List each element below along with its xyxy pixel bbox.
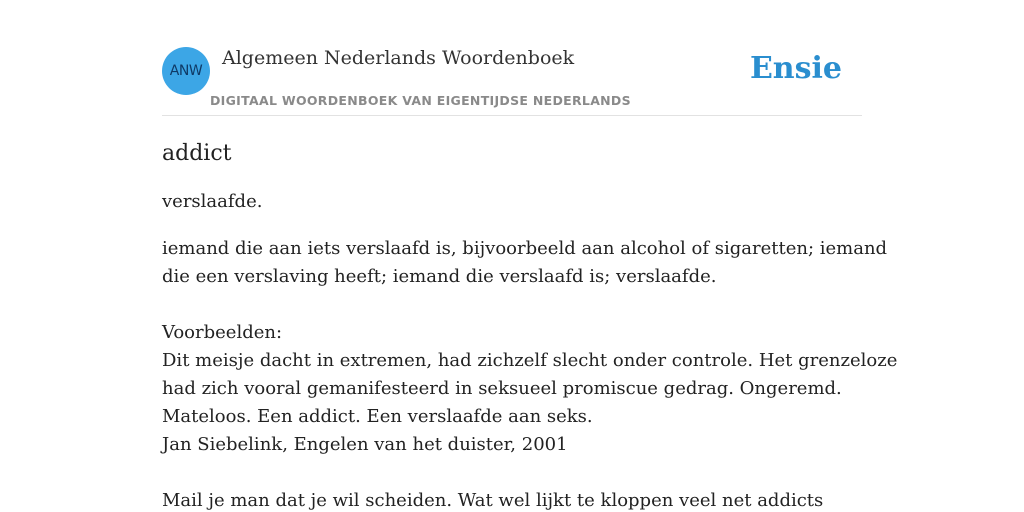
definition-line: die een verslaving heeft; iemand die verslaafd is; verslaafde. [162, 266, 717, 287]
example-line: Dit meisje dacht in extremen, had zichzelf slecht onder controle. Het grenzeloze [162, 350, 898, 371]
header-divider [162, 115, 862, 116]
definition-block [162, 235, 898, 512]
ensie-logo-link[interactable]: Ensie [749, 51, 842, 86]
spacer [162, 291, 862, 319]
definition-line: iemand die aan iets verslaafd is, bijvoorbeeld aan alcohol of sigaretten; iemand [162, 238, 888, 259]
anw-logo[interactable]: ANW [162, 47, 210, 95]
short-definition: verslaafde. [162, 191, 263, 212]
site-header [162, 46, 862, 116]
example-line: Mateloos. Een addict. Een verslaafde aan seks. [162, 406, 593, 427]
example-source: Jan Siebelink, Engelen van het duister, 2001 [162, 434, 568, 455]
site-subtitle: DIGITAAL WOORDENBOEK VAN EIGENTIJDSE NEDERLANDS [210, 93, 631, 108]
example-line: Mail je man dat je wil scheiden. Wat wel lijkt te kloppen veel net addicts [162, 490, 824, 511]
entry-headword: addict [162, 141, 232, 166]
site-title[interactable]: Algemeen Nederlands Woordenboek [222, 47, 575, 69]
entry-content [162, 138, 898, 512]
spacer [162, 459, 862, 487]
examples-label: Voorbeelden: [162, 322, 283, 343]
example-line: had zich vooral gemanifesteerd in seksueel promiscue gedrag. Ongeremd. [162, 378, 842, 399]
